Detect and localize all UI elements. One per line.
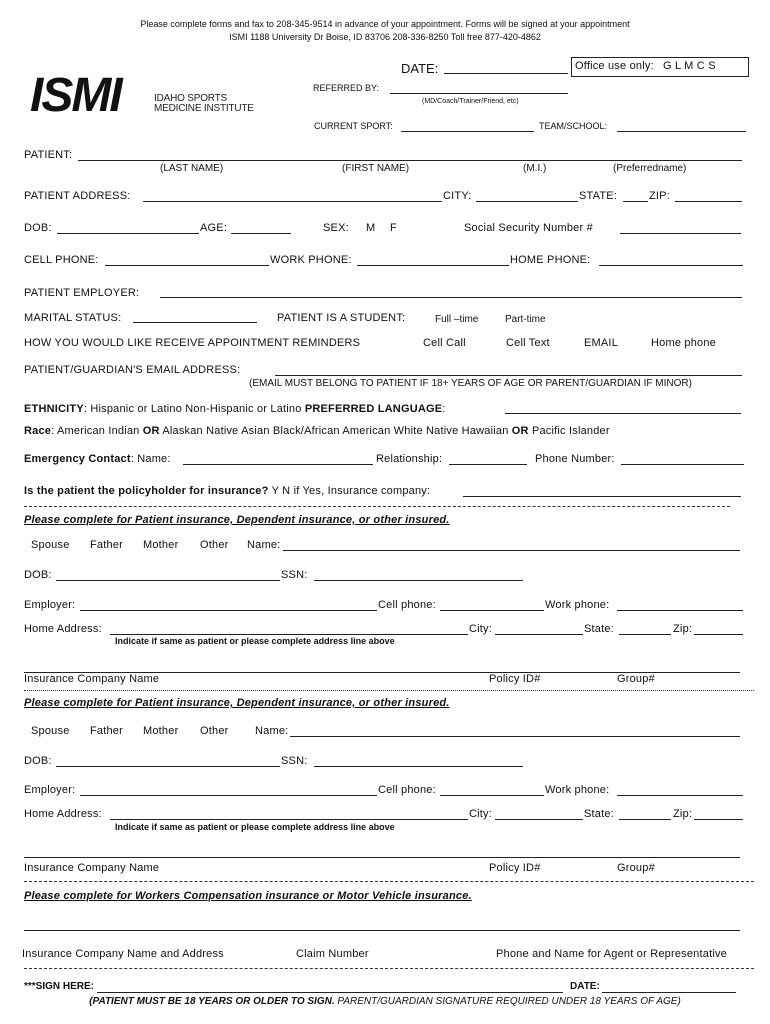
current-sport-field[interactable] bbox=[401, 131, 534, 132]
ins2-other[interactable]: Other bbox=[200, 725, 229, 737]
student-label: PATIENT IS A STUDENT: bbox=[277, 312, 406, 324]
ins2-employer-field[interactable] bbox=[80, 795, 377, 796]
emergency-label: Emergency Contact bbox=[24, 453, 131, 465]
insurance2-heading: Please complete for Patient insurance, Dependent insurance, or other insured. bbox=[24, 697, 450, 709]
ins1-employer-field[interactable] bbox=[80, 610, 377, 611]
patient-address-label: PATIENT ADDRESS: bbox=[24, 190, 131, 202]
city-field[interactable] bbox=[476, 201, 578, 202]
ins1-state-field[interactable] bbox=[619, 634, 671, 635]
signature-field[interactable] bbox=[97, 992, 563, 993]
ins1-other[interactable]: Other bbox=[200, 539, 229, 551]
mi-hint: (M.I.) bbox=[523, 163, 547, 174]
language-field[interactable] bbox=[505, 413, 741, 414]
preferred-name-hint: (Preferredname) bbox=[613, 163, 687, 174]
reminder-label: HOW YOU WOULD LIKE RECEIVE APPOINTMENT REMINDERS bbox=[24, 337, 361, 349]
ins2-ssn-label: SSN: bbox=[281, 755, 308, 767]
ins2-spouse[interactable]: Spouse bbox=[31, 725, 70, 737]
zip-field[interactable] bbox=[675, 201, 742, 202]
ins2-dob-label: DOB: bbox=[24, 755, 52, 767]
ins1-father[interactable]: Father bbox=[90, 539, 123, 551]
ins2-group-label: Group# bbox=[617, 862, 655, 874]
emergency-phone-label: Phone Number: bbox=[535, 453, 615, 465]
signature-note-bold: (PATIENT MUST BE 18 YEARS OR OLDER TO SIGN. bbox=[89, 996, 335, 1007]
ssn-label: Social Security Number # bbox=[464, 222, 593, 234]
ins1-employer-label: Employer: bbox=[24, 599, 76, 611]
dob-label: DOB: bbox=[24, 222, 52, 234]
race-row[interactable] bbox=[24, 426, 610, 437]
reminder-email[interactable]: EMAIL bbox=[584, 337, 619, 349]
workers-claim-label: Claim Number bbox=[296, 948, 369, 960]
ins2-name-field[interactable] bbox=[290, 736, 740, 737]
workers-company-label: Insurance Company Name and Address bbox=[22, 948, 224, 960]
state-field[interactable] bbox=[623, 201, 648, 202]
ins1-ssn-label: SSN: bbox=[281, 569, 308, 581]
race-options-3[interactable]: Pacific Islander bbox=[528, 425, 610, 437]
ins2-cell-field[interactable] bbox=[440, 795, 544, 796]
signature-date-label: DATE: bbox=[570, 981, 600, 992]
ins1-city-label: City: bbox=[469, 623, 492, 635]
signature-date-field[interactable] bbox=[602, 992, 736, 993]
email-field[interactable] bbox=[275, 375, 742, 376]
ins2-mother[interactable]: Mother bbox=[143, 725, 179, 737]
race-or-1: OR bbox=[142, 425, 160, 437]
email-label: PATIENT/GUARDIAN'S EMAIL ADDRESS: bbox=[24, 364, 241, 376]
ins2-employer-label: Employer: bbox=[24, 784, 76, 796]
signature-note bbox=[0, 996, 770, 1007]
relationship-label: Relationship: bbox=[376, 453, 443, 465]
header-line-1: Please complete forms and fax to 208-345-9514 in advance of your appointment. Forms will be signed at your appointment bbox=[140, 19, 630, 29]
home-phone-label: HOME PHONE: bbox=[510, 254, 591, 266]
ins2-state-field[interactable] bbox=[619, 819, 671, 820]
current-sport-text: CURRENT SPORT: bbox=[314, 121, 393, 131]
ins1-name-label: Name: bbox=[247, 539, 281, 551]
emergency-name-label: : Name: bbox=[130, 453, 171, 465]
ins1-cell-field[interactable] bbox=[440, 610, 544, 611]
logo-subtitle-1: IDAHO SPORTS bbox=[154, 93, 227, 104]
ins2-state-label: State: bbox=[584, 808, 614, 820]
work-phone-field[interactable] bbox=[357, 265, 509, 266]
reminder-cell-call[interactable]: Cell Call bbox=[423, 337, 466, 349]
header-line-2: ISMI 1188 University Dr Boise, ID 83706 208-336-8250 Toll free 877-420-4862 bbox=[229, 32, 541, 42]
home-phone-field[interactable] bbox=[599, 265, 743, 266]
divider bbox=[24, 506, 730, 507]
reminder-cell-text[interactable]: Cell Text bbox=[506, 337, 550, 349]
ins1-company-label: Insurance Company Name bbox=[24, 673, 160, 685]
age-label: AGE: bbox=[200, 222, 228, 234]
logo-subtitle bbox=[154, 94, 254, 114]
policyholder-question: Is the patient the policyholder for insurance? bbox=[24, 485, 269, 497]
ins2-city-label: City: bbox=[469, 808, 492, 820]
sex-f-option[interactable]: F bbox=[390, 222, 397, 234]
employer-label: PATIENT EMPLOYER: bbox=[24, 287, 140, 299]
ins1-home-label: Home Address: bbox=[24, 623, 102, 635]
ins2-city-field[interactable] bbox=[495, 819, 583, 820]
ins2-address-note: Indicate if same as patient or please complete address line above bbox=[115, 822, 395, 832]
patient-address-field[interactable] bbox=[143, 201, 442, 202]
work-phone-label: WORK PHONE: bbox=[270, 254, 352, 266]
date-label: DATE: bbox=[401, 61, 439, 76]
policyholder-answer[interactable]: Y N if Yes, Insurance company: bbox=[268, 485, 431, 497]
insurance1-heading: Please complete for Patient insurance, Dependent insurance, or other insured. bbox=[24, 514, 450, 526]
marital-status-field[interactable] bbox=[133, 322, 257, 323]
race-or-2: OR bbox=[511, 425, 529, 437]
ethnicity-label: ETHNICITY bbox=[24, 403, 84, 415]
signature-note-rest: PARENT/GUARDIAN SIGNATURE REQUIRED UNDER 18 YEARS OF AGE) bbox=[334, 996, 681, 1007]
ins2-home-field[interactable] bbox=[110, 819, 468, 820]
sex-label: SEX: bbox=[323, 222, 349, 234]
logo-subtitle-2: MEDICINE INSTITUTE bbox=[154, 103, 254, 114]
employer-field[interactable] bbox=[160, 297, 742, 298]
emergency-row bbox=[24, 454, 171, 465]
first-name-hint: (FIRST NAME) bbox=[342, 163, 410, 174]
ins2-dob-field[interactable] bbox=[56, 766, 280, 767]
ins1-mother[interactable]: Mother bbox=[143, 539, 179, 551]
policyholder-company-field[interactable] bbox=[463, 496, 741, 497]
ins1-work-label: Work phone: bbox=[545, 599, 610, 611]
ins1-work-field[interactable] bbox=[617, 610, 743, 611]
sign-here-label: ***SIGN HERE: bbox=[24, 981, 95, 992]
ins2-zip-field[interactable] bbox=[694, 819, 743, 820]
dob-field[interactable] bbox=[57, 233, 199, 234]
date-field[interactable] bbox=[444, 73, 568, 74]
sex-m-option[interactable]: M bbox=[366, 222, 376, 234]
office-use-label: Office use only: bbox=[575, 60, 654, 72]
ins2-company-label: Insurance Company Name bbox=[24, 862, 160, 874]
zip-label: ZIP: bbox=[649, 190, 670, 202]
marital-status-label: MARITAL STATUS: bbox=[24, 312, 122, 324]
student-part-time[interactable]: Part-time bbox=[505, 314, 546, 325]
divider bbox=[24, 881, 754, 882]
ins1-spouse[interactable]: Spouse bbox=[31, 539, 70, 551]
ins2-home-label: Home Address: bbox=[24, 808, 102, 820]
ins1-policy-label: Policy ID# bbox=[489, 673, 541, 685]
reminder-home-phone[interactable]: Home phone bbox=[651, 337, 716, 349]
emergency-phone-field[interactable] bbox=[621, 464, 744, 465]
ins2-father[interactable]: Father bbox=[90, 725, 123, 737]
ins1-dob-field[interactable] bbox=[56, 580, 280, 581]
workers-agent-label: Phone and Name for Agent or Representative bbox=[496, 948, 727, 960]
state-label: STATE: bbox=[579, 190, 618, 202]
race-options-2[interactable]: Alaskan Native Asian Black/African American White Native Hawaiian bbox=[159, 425, 512, 437]
age-field[interactable] bbox=[231, 233, 291, 234]
ins2-cell-label: Cell phone: bbox=[378, 784, 436, 796]
city-label: CITY: bbox=[443, 190, 472, 202]
race-options-1[interactable]: : American Indian bbox=[51, 425, 143, 437]
ethnicity-options[interactable]: : Hispanic or Latino Non-Hispanic or Latino bbox=[83, 403, 302, 415]
ins1-dob-label: DOB: bbox=[24, 569, 52, 581]
ins1-address-note: Indicate if same as patient or please complete address line above bbox=[115, 636, 395, 646]
ins2-ssn-field[interactable] bbox=[314, 766, 523, 767]
referred-by-label: REFERRED BY: bbox=[313, 83, 380, 93]
cell-phone-field[interactable] bbox=[105, 265, 269, 266]
ins1-cell-label: Cell phone: bbox=[378, 599, 436, 611]
ins1-name-field[interactable] bbox=[283, 550, 740, 551]
ins1-city-field[interactable] bbox=[495, 634, 583, 635]
ins1-zip-label: Zip: bbox=[673, 623, 693, 635]
ins2-company-field[interactable] bbox=[24, 857, 740, 858]
team-school-field[interactable] bbox=[617, 131, 746, 132]
ins2-name-label: Name: bbox=[255, 725, 289, 737]
workers-field[interactable] bbox=[24, 930, 740, 931]
relationship-field[interactable] bbox=[449, 464, 527, 465]
cell-phone-label: CELL PHONE: bbox=[24, 254, 99, 266]
ismi-logo: ISMI bbox=[30, 69, 121, 122]
workers-heading: Please complete for Workers Compensation insurance or Motor Vehicle insurance. bbox=[24, 890, 472, 902]
referred-by-field[interactable] bbox=[390, 93, 568, 94]
ins1-group-label: Group# bbox=[617, 673, 655, 685]
policyholder-row bbox=[24, 486, 430, 497]
divider bbox=[24, 690, 754, 691]
office-use-codes: G L M C S bbox=[663, 60, 716, 72]
race-label: Race bbox=[24, 425, 52, 437]
ssn-field[interactable] bbox=[620, 233, 741, 234]
ins2-work-label: Work phone: bbox=[545, 784, 610, 796]
emergency-name-field[interactable] bbox=[183, 464, 373, 465]
ins1-zip-field[interactable] bbox=[694, 634, 743, 635]
email-note: (EMAIL MUST BELONG TO PATIENT IF 18+ YEARS OF AGE OR PARENT/GUARDIAN IF MINOR) bbox=[249, 378, 692, 389]
language-label: PREFERRED LANGUAGE bbox=[304, 403, 443, 415]
referred-by-hint: (MD/Coach/Trainer/Friend, etc) bbox=[422, 98, 519, 105]
student-full-time[interactable]: Full –time bbox=[435, 314, 479, 325]
ins2-policy-label: Policy ID# bbox=[489, 862, 541, 874]
ins2-work-field[interactable] bbox=[617, 795, 743, 796]
ins2-zip-label: Zip: bbox=[673, 808, 693, 820]
ethnicity-row: ETHNICITY: Hispanic or Latino Non-Hispanic or Latino PREFERRED LANGUAGE: bbox=[24, 403, 446, 415]
patient-name-field[interactable] bbox=[78, 160, 742, 161]
ins1-state-label: State: bbox=[584, 623, 614, 635]
divider bbox=[24, 968, 754, 969]
last-name-hint: (LAST NAME) bbox=[160, 163, 224, 174]
team-school-label: TEAM/SCHOOL: bbox=[539, 121, 608, 131]
ins1-ssn-field[interactable] bbox=[314, 580, 523, 581]
ins1-home-field[interactable] bbox=[110, 634, 468, 635]
patient-label: PATIENT: bbox=[24, 149, 73, 161]
